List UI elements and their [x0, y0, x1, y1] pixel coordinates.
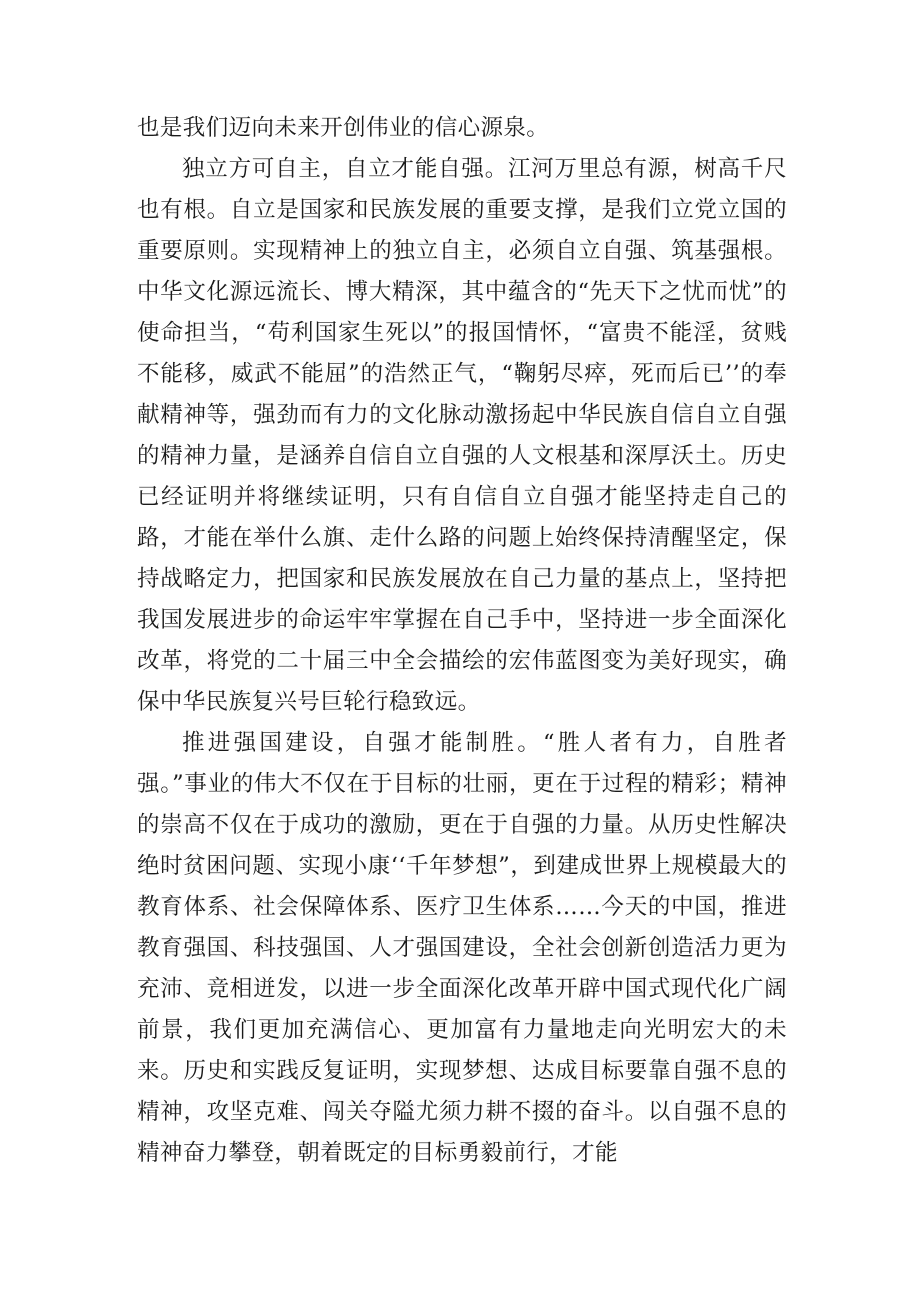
paragraph-strong-nation: 推进强国建设，自强才能制胜。“胜人者有力，自胜者强。”事业的伟大不仅在于目标的壮丽，更在于过程的精彩；精神的崇高不仅在于成功的激励，更在于自强的力量。从历史性解决绝时贫困问题、实现小康‘‘千年梦想”，到建成世界上规模最大的教育体系、社会保障体系、医疗卫生体系……今天的中国，推进教育强国、科技强国、人才强国建设，全社会创新创造活力更为充沛、竞相迸发，以进一步全面深化改革开辟中国式现代化广阔前景，我们更加充满信心、更加富有力量地走向光明宏大的未来。历史和实践反复证明，实现梦想、达成目标要靠自强不息的精神，攻坚克难、闯关夺隘尤须力耕不掇的奋斗。以自强不息的精神奋力攀登，朝着既定的目标勇毅前行，才能 [137, 730, 787, 1166]
paragraph-continuation: 也是我们迈向未来开创伟业的信心源泉。 [137, 115, 550, 141]
paragraph-self-reliance: 独立方可自主，自立才能自强。江河万里总有源，树高千尺也有根。自立是国家和民族发展的重要支撑，是我们立党立国的重要原则。实现精神上的独立自主，必须自立自强、筑基强根。中华文化源远流长、博大精深，其中蕴含的“先天下之忧而忧”的使命担当，“苟利国家生死以”的报国情怀，“富贵不能淫，贫贱不能移，威武不能屈”的浩然正气，“鞠躬尽瘁，死而后已’’的奉献精神等，强劲而有力的文化脉动激扬起中华民族自信自立自强的精神力量，是涵养自信自立自强的人文根基和深厚沃土。历史已经证明并将继续证明，只有自信自立自强才能坚持走自己的路，才能在举什么旗、走什么路的问题上始终保持清醒坚定，保持战略定力，把国家和民族发展放在自己力量的基点上，坚持把我国发展进步的命运牢牢掌握在自己手中，坚持进一步全面深化改革，将党的二十届三中全会描绘的宏伟蓝图变为美好现实，确保中华民族复兴号巨轮行稳致远。 [137, 156, 787, 715]
document-body [137, 108, 787, 1174]
